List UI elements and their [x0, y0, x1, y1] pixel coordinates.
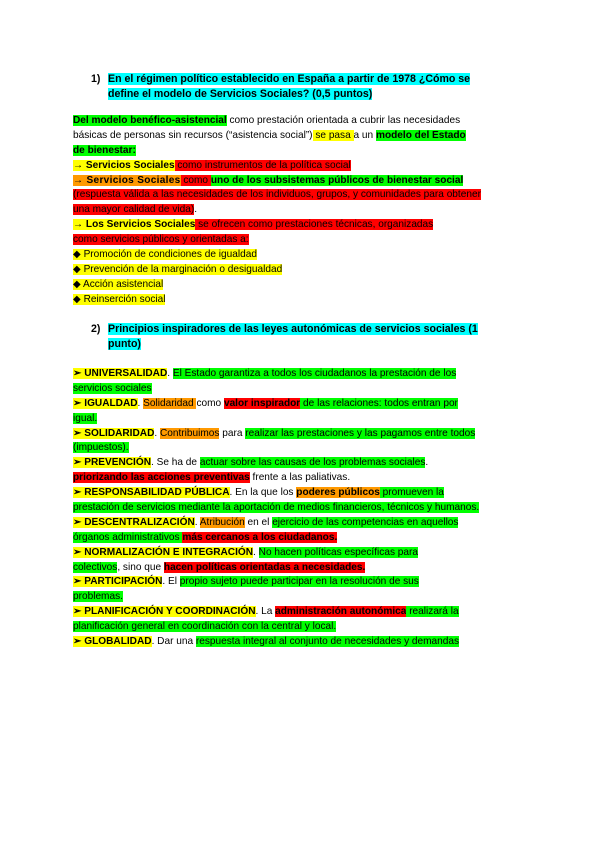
text-span: para [219, 427, 246, 439]
text-highlight: ejercicio de las competencias en aquellos [272, 516, 459, 528]
se-pasa-highlight: se pasa [312, 129, 354, 141]
question-1-line1 [91, 72, 511, 87]
text-highlight: realizar las prestaciones y las pagamos entre todos [245, 427, 476, 439]
text-span: . [194, 516, 200, 528]
los-servicios-sociales-highlight: → Los Servicios Sociales [73, 219, 196, 231]
principle-title: ➢ PREVENCIÓN [73, 457, 152, 469]
answer-2-line [73, 590, 523, 605]
administracion-autonomica-highlight: administración autonómica [275, 606, 407, 618]
estado-bienestar-highlight: de bienestar: [73, 144, 136, 156]
principle-participacion [73, 575, 523, 590]
text-span: . [167, 368, 173, 379]
text-span: . En la que los [229, 487, 297, 499]
modelo-benefico-highlight: Del modelo benéfico-asistencial [73, 115, 227, 126]
politicas-orientadas-highlight: hacen políticas orientadas a necesidades. [163, 561, 366, 573]
como-highlight: como [180, 174, 211, 186]
answer-1-line [73, 218, 523, 233]
text-highlight: respuesta integral al conjunto de necesidades y demandas [195, 636, 460, 648]
principle-title: ➢ GLOBALIDAD [73, 636, 152, 648]
question-1-text-1: En el régimen político establecido en España a partir de 1978 ¿Cómo se [108, 73, 471, 85]
text-highlight: igual. [73, 412, 98, 424]
priorizando-highlight: priorizando las acciones preventivas [73, 472, 250, 484]
answer-1 [73, 114, 523, 308]
answer-2-line [73, 531, 523, 546]
text-span: a un [353, 129, 376, 141]
list-item [73, 278, 523, 293]
text-span: , sino que [117, 561, 164, 573]
text-highlight: propio sujeto puede participar en la resolución de sus [179, 576, 419, 588]
subsistemas-highlight: uno de los subsistemas públicos de bienestar social [210, 174, 464, 186]
servicios-sociales-2-highlight: → Servicios Sociales [73, 174, 181, 186]
bullet-item: ◆ Acción asistencial [73, 278, 164, 290]
servicios-publicos-highlight: como servicios públicos y orientadas a: [73, 234, 249, 246]
list-item [73, 293, 523, 308]
bullet-item: ◆ Prevención de la marginación o desigualdad [73, 263, 283, 275]
text-highlight: prestación de servicios mediante la aportación de medios financieros, técnicos y humanos. [73, 502, 480, 514]
principle-globalidad [73, 635, 523, 650]
principle-normalizacion [73, 546, 523, 561]
principle-descentralizacion [73, 516, 523, 531]
answer-2-line [73, 501, 523, 516]
text-span: como [196, 397, 224, 409]
calidad-vida-highlight: una mayor calidad de vida) [73, 204, 195, 216]
bullet-item: ◆ Promoción de condiciones de igualdad [73, 249, 257, 261]
text-span: . El [162, 576, 180, 588]
principle-universalidad [73, 367, 523, 382]
text-highlight: planificación general en coordinación con la central y local. [73, 621, 337, 633]
text-highlight: realizará la [406, 606, 459, 618]
list-item [73, 248, 523, 263]
question-2 [91, 322, 511, 351]
text-highlight: promueven la [379, 487, 444, 499]
question-2-number: 2) [91, 323, 101, 335]
servicios-sociales-1-highlight: → Servicios Sociales [73, 159, 175, 171]
principle-title: ➢ PLANIFICACIÓN Y COORDINACIÓN [73, 606, 256, 618]
text-span: básicas de personas sin recursos (“asistencia social”) [73, 129, 313, 141]
text-highlight: El Estado garantiza a todos los ciudadanos la prestación de los [172, 368, 457, 379]
answer-2 [73, 367, 523, 650]
list-item [73, 263, 523, 278]
principle-title: ➢ IGUALDAD [73, 397, 138, 409]
text-highlight: (impuestos). [73, 442, 129, 454]
text-highlight: Atribución [199, 516, 245, 528]
question-2-line1 [91, 322, 511, 337]
text-highlight: colectivos [73, 561, 118, 573]
principle-title: ➢ RESPONSABILIDAD PÚBLICA [73, 487, 230, 499]
text-highlight: servicios sociales [73, 382, 152, 394]
principle-igualdad [73, 397, 523, 412]
modelo-estado-highlight: modelo del Estado [375, 129, 466, 141]
principle-planificacion [73, 605, 523, 620]
text-highlight: problemas. [73, 591, 123, 603]
answer-2-line [73, 620, 523, 635]
principle-title: ➢ DESCENTRALIZACIÓN [73, 516, 195, 528]
text-span: . [425, 457, 429, 469]
text-span: . Se ha de [151, 457, 200, 469]
answer-1-line [73, 203, 523, 218]
question-2-text-2: punto) [108, 337, 141, 350]
text-highlight: Solidaridad [143, 397, 197, 409]
question-2-text-1: Principios inspiradores de las leyes autonómicas de servicios sociales (1 [108, 323, 478, 335]
text-span: . [253, 546, 259, 558]
poderes-publicos-highlight: poderes públicos [296, 487, 380, 499]
principle-solidaridad [73, 427, 523, 442]
answer-1-line [73, 233, 523, 248]
principle-title: ➢ SOLIDARIDAD [73, 427, 155, 439]
principle-title: ➢ UNIVERSALIDAD [73, 368, 168, 379]
question-2-line2 [91, 337, 511, 352]
answer-1-line [73, 114, 523, 129]
question-1 [91, 72, 511, 101]
answer-2-line [73, 441, 523, 456]
text-span: . [137, 397, 144, 409]
answer-1-line [73, 188, 523, 203]
answer-1-line [73, 144, 523, 159]
answer-2-line [73, 561, 523, 576]
text-highlight: Contribuimos [159, 427, 220, 439]
respuesta-valida-highlight: (respuesta válida a las necesidades de los individuos, grupos, y comunidades para obtener [73, 189, 481, 201]
text-span: . [154, 427, 160, 439]
question-1-line2 [91, 87, 511, 102]
text-span: en el [244, 516, 273, 528]
valor-inspirador-highlight: valor inspirador [223, 397, 301, 409]
principle-title: ➢ PARTICIPACIÓN [73, 576, 163, 588]
text-highlight: órganos administrativos [73, 531, 183, 543]
text-span: . Dar una [151, 636, 196, 648]
text-highlight: de las relaciones: todos entran por [300, 397, 458, 409]
answer-2-line [73, 471, 523, 486]
text-span: como prestación orientada a cubrir las necesidades [226, 115, 461, 126]
answer-1-line [73, 159, 523, 174]
principle-title: ➢ NORMALIZACIÓN E INTEGRACIÓN [73, 546, 254, 558]
prestaciones-tecnicas-highlight: se ofrecen como prestaciones técnicas, organizadas [195, 219, 434, 231]
text-highlight: No hacen políticas específicas para [258, 546, 419, 558]
text-span: frente a las paliativas. [249, 472, 351, 484]
answer-1-line [73, 129, 523, 144]
question-1-number: 1) [91, 73, 101, 85]
answer-2-line [73, 382, 523, 397]
question-1-text-2: define el modelo de Servicios Sociales? (0,5 puntos) [108, 87, 373, 100]
answer-1-line [73, 174, 523, 189]
text-highlight: actuar sobre las causas de los problemas sociales [199, 457, 426, 469]
bullet-item: ◆ Reinserción social [73, 293, 166, 305]
mas-cercanos-highlight: más cercanos a los ciudadanos. [182, 531, 338, 543]
text-span: . La [255, 606, 276, 618]
instrumentos-highlight: como instrumentos de la política social [174, 159, 351, 171]
answer-2-line [73, 412, 523, 427]
principle-responsabilidad [73, 486, 523, 501]
principle-prevencion [73, 456, 523, 471]
text-span: . [194, 204, 198, 216]
